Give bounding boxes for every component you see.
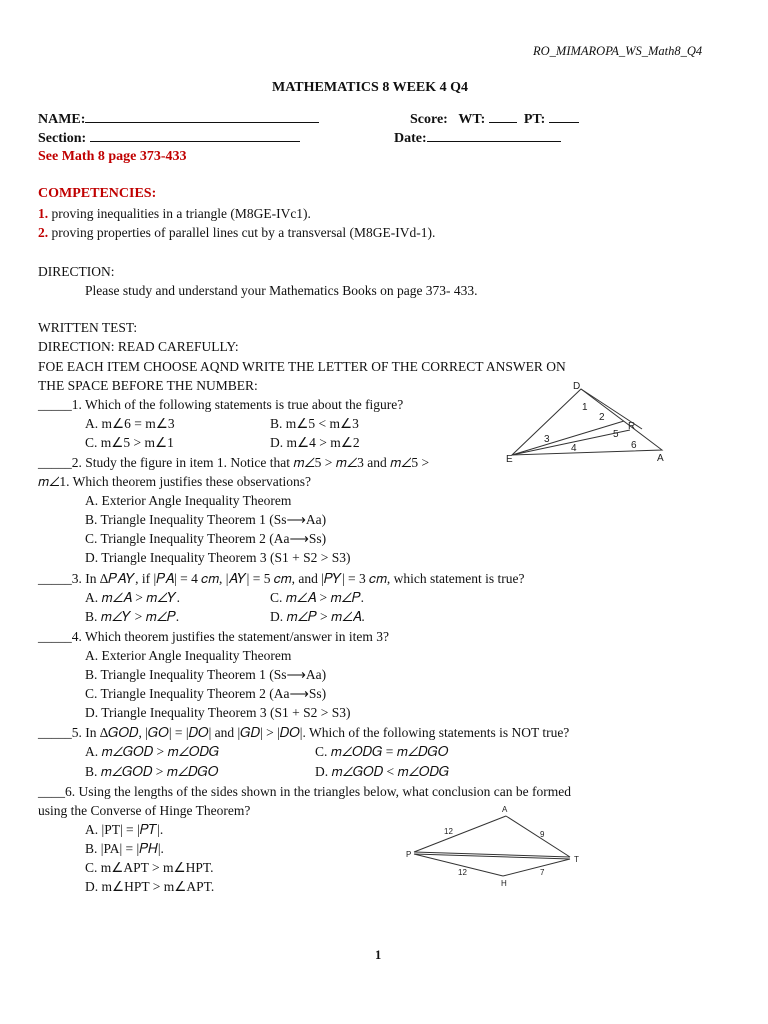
competency-item <box>38 225 435 241</box>
question-4 <box>38 629 389 645</box>
segment-ht <box>503 859 570 876</box>
option-c: C. 𝑚∠𝑂𝐷𝐺 = 𝑚∠𝐷𝐺𝑂 <box>315 744 449 759</box>
option-d: D. m∠HPT > m∠APT. <box>85 879 215 894</box>
question-5 <box>38 725 569 741</box>
score-label: Score: <box>410 112 448 127</box>
question-text: 5. In ∆𝐺𝑂𝐷, |𝐺𝑂| = |𝐷𝑂| and |𝐺𝐷| > |𝐷𝑂|. Which of the following statements is NOT true? <box>71 725 570 740</box>
option-c: C. m∠5 > m∠1 <box>85 435 174 450</box>
angle-label-3: 3 <box>544 434 550 445</box>
angle-label-6: 6 <box>631 440 637 451</box>
option-b: B. 𝑚∠𝑌 > 𝑚∠𝑃. <box>85 609 180 624</box>
competency-text: proving inequalities in a triangle (M8GE-IVc1). <box>48 206 311 221</box>
segment-pa <box>414 816 506 852</box>
reference-note: See Math 8 page 373-433 <box>38 149 187 164</box>
option-c: C. Triangle Inequality Theorem 2 (Aa⟶Ss) <box>85 686 327 701</box>
angle-label-1: 1 <box>582 402 588 413</box>
point-label-h: H <box>501 879 507 888</box>
option-a: A. 𝑚∠𝐺𝑂𝐷 > 𝑚∠𝑂𝐷𝐺 <box>85 744 220 759</box>
score-field <box>410 110 579 128</box>
written-test-instruction: THE SPACE BEFORE THE NUMBER: <box>38 378 258 393</box>
point-label-p: P <box>406 850 412 859</box>
answer-blank[interactable]: _____ <box>38 571 72 586</box>
direction-text: Please study and understand your Mathematics Books on page 373- 433. <box>85 283 478 298</box>
option-a: A. Exterior Angle Inequality Theorem <box>85 648 292 663</box>
option-a: A. m∠6 = m∠3 <box>85 416 175 431</box>
side-length-pa: 12 <box>444 827 453 836</box>
page-number: 1 <box>375 948 382 962</box>
point-label-t: T <box>574 855 579 864</box>
direction-heading: DIRECTION: <box>38 264 115 279</box>
option-b: B. Triangle Inequality Theorem 1 (Ss⟶Aa) <box>85 667 327 682</box>
answer-blank[interactable]: _____ <box>38 725 72 740</box>
name-blank[interactable] <box>85 110 319 123</box>
side-length-at: 9 <box>540 830 545 839</box>
option-a: A. 𝑚∠𝐴 > 𝑚∠𝑌. <box>85 590 181 605</box>
angle-label-2: 2 <box>599 412 605 423</box>
date-field <box>394 129 561 147</box>
angle-label-5: 5 <box>613 429 619 440</box>
point-label-e: E <box>506 454 513 465</box>
triangle-figure-1 <box>500 380 680 465</box>
competencies-heading: COMPETENCIES: <box>38 186 157 201</box>
pt-blank[interactable] <box>549 110 579 123</box>
question-6-continued: using the Converse of Hinge Theorem? <box>38 803 251 818</box>
question-text: 3. In ∆𝑃𝐴𝑌, if |𝑃𝐴| = 4 𝑐𝑚, |𝐴𝑌| = 5 𝑐𝑚, and |𝑃𝑌| = 3 𝑐𝑚, which statement is true? <box>71 571 525 586</box>
option-a: A. Exterior Angle Inequality Theorem <box>85 493 292 508</box>
wt-label: WT: <box>458 112 486 127</box>
question-2 <box>38 455 429 471</box>
angle-label-4: 4 <box>571 443 577 454</box>
option-d: D. Triangle Inequality Theorem 3 (S1 + S2 > S3) <box>85 550 351 565</box>
written-test-direction: DIRECTION: READ CAREFULLY: <box>38 339 239 354</box>
question-3 <box>38 571 525 587</box>
triangle-dea <box>512 389 662 455</box>
option-d: D. Triangle Inequality Theorem 3 (S1 + S2 > S3) <box>85 705 351 720</box>
wt-blank[interactable] <box>489 110 517 123</box>
option-b: B. 𝑚∠𝐺𝑂𝐷 > 𝑚∠𝐷𝐺𝑂 <box>85 764 219 779</box>
question-text: 1. Which of the following statements is true about the figure? <box>71 397 404 412</box>
name-label: NAME: <box>38 112 86 127</box>
option-d: D. m∠4 > m∠2 <box>270 435 360 450</box>
side-length-ph: 12 <box>458 868 467 877</box>
section-label: Section: <box>38 131 87 146</box>
option-c: C. Triangle Inequality Theorem 2 (Aa⟶Ss) <box>85 531 327 546</box>
document-code: RO_MIMAROPA_WS_Math8_Q4 <box>533 44 703 58</box>
option-d: D. 𝑚∠𝑃 > 𝑚∠𝐴. <box>270 609 365 624</box>
written-test-instruction: FOE EACH ITEM CHOOSE AQND WRITE THE LETTER OF THE CORRECT ANSWER ON <box>38 359 566 374</box>
competency-number: 1. <box>38 206 49 221</box>
pt-label: PT: <box>523 112 546 127</box>
section-field <box>38 129 300 147</box>
side-length-ht: 7 <box>540 868 545 877</box>
option-c: C. 𝑚∠𝐴 > 𝑚∠𝑃. <box>270 590 364 605</box>
question-1 <box>38 397 403 413</box>
segment-e-inner <box>512 421 624 455</box>
option-b: B. |PA| = |𝑃𝐻|. <box>85 841 164 856</box>
date-label: Date: <box>394 131 427 146</box>
date-blank[interactable] <box>427 129 561 142</box>
answer-blank[interactable]: _____ <box>38 629 72 644</box>
point-label-r: R <box>628 421 636 432</box>
competency-item <box>38 206 311 222</box>
option-b: B. m∠5 < m∠3 <box>270 416 359 431</box>
name-field <box>38 110 319 128</box>
point-label-a: A <box>657 453 664 464</box>
section-blank[interactable] <box>90 129 300 142</box>
option-d: D. 𝑚∠𝐺𝑂𝐷 < 𝑚∠𝑂𝐷𝐺 <box>315 764 450 779</box>
triangle-figure-2 <box>398 800 598 895</box>
page-title: MATHEMATICS 8 WEEK 4 Q4 <box>272 80 469 95</box>
answer-blank[interactable]: _____ <box>38 455 72 470</box>
option-b: B. Triangle Inequality Theorem 1 (Ss⟶Aa) <box>85 512 327 527</box>
question-text: 2. Study the figure in item 1. Notice that 𝑚∠5 > 𝑚∠3 and 𝑚∠5 > <box>71 455 430 470</box>
question-2-continued: 𝑚∠1. Which theorem justifies these observations? <box>38 474 312 489</box>
question-text: 6. Using the lengths of the sides shown in the triangles below, what conclusion can be formed <box>65 784 572 799</box>
written-test-heading: WRITTEN TEST: <box>38 320 138 335</box>
point-label-a: A <box>502 805 508 814</box>
segment-at <box>506 816 570 857</box>
competency-text: proving properties of parallel lines cut by a transversal (M8GE-IVd-1). <box>48 225 436 240</box>
option-a: A. |PT| = |𝑃𝑇|. <box>85 822 164 837</box>
option-c: C. m∠APT > m∠HPT. <box>85 860 214 875</box>
question-6 <box>38 784 571 800</box>
competency-number: 2. <box>38 225 49 240</box>
answer-blank[interactable]: ____ <box>38 784 65 799</box>
question-text: 4. Which theorem justifies the statement/answer in item 3? <box>71 629 390 644</box>
answer-blank[interactable]: _____ <box>38 397 72 412</box>
point-label-d: D <box>573 381 581 392</box>
